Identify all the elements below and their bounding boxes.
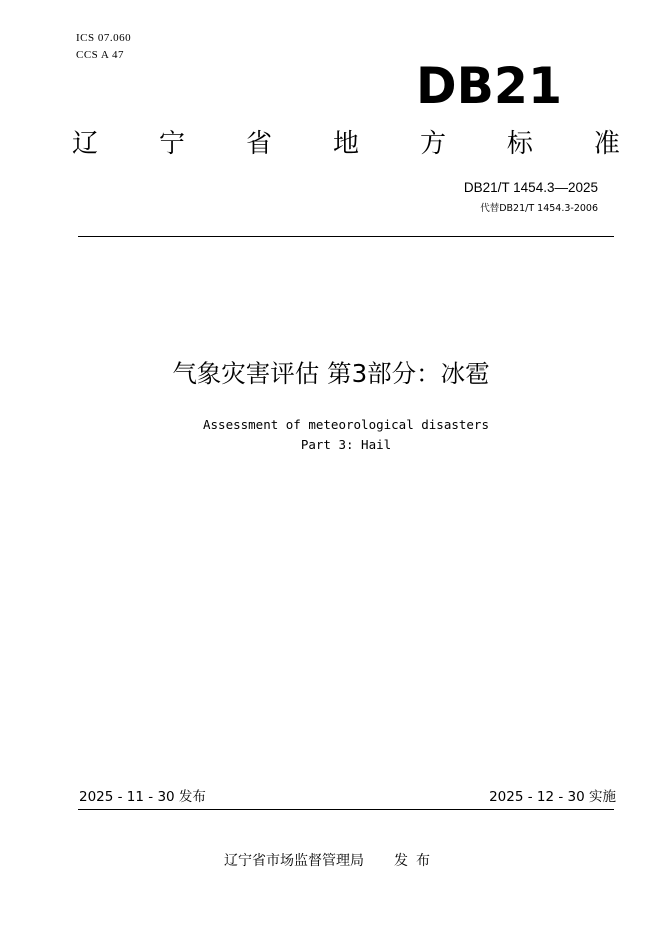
publisher-name: 辽宁省市场监督管理局 <box>224 853 364 869</box>
title-char: 地 <box>332 129 359 159</box>
issue-date: 2025 - 11 - 30 发布 <box>79 789 206 805</box>
logo-text: DB21 <box>416 57 562 109</box>
implementation-date: 2025 - 12 - 30 实施 <box>489 789 616 805</box>
standard-number: DB21/T 1454.3—2025 <box>463 180 598 195</box>
document-title-cn: 气象灾害评估 第3部分：冰雹 <box>172 359 490 388</box>
title-char: 方 <box>419 129 446 159</box>
ics-code: ICS 07.060 <box>76 32 132 44</box>
publish-label: 发布 <box>394 853 438 869</box>
title-char: 宁 <box>158 129 185 159</box>
title-char: 辽 <box>72 129 99 159</box>
ccs-code: CCS A 47 <box>76 49 125 61</box>
document-title-en-line2: Part 3: Hail <box>300 437 392 452</box>
publisher-line <box>0 853 662 870</box>
standard-type-title <box>72 126 620 162</box>
header-divider <box>78 236 614 237</box>
title-char: 省 <box>245 129 272 159</box>
footer-divider <box>78 809 614 810</box>
db21-logo <box>414 57 564 109</box>
title-char: 准 <box>593 129 620 159</box>
title-char: 标 <box>506 129 533 159</box>
document-title-en-line1: Assessment of meteorological disasters <box>203 417 489 432</box>
replaces-standard: 代替DB21/T 1454.3-2006 <box>480 203 598 214</box>
